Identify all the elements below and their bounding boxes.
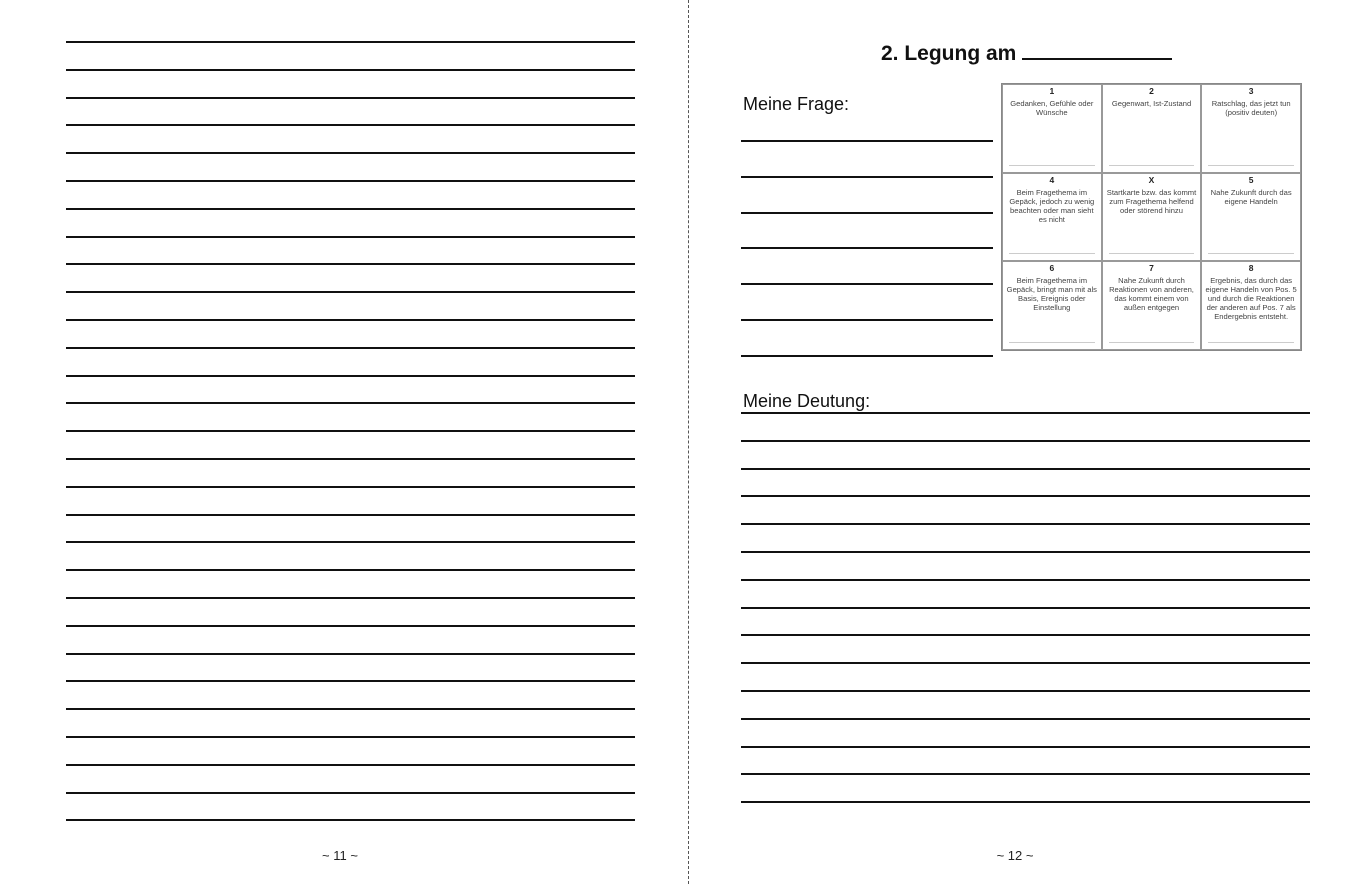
writing-line[interactable] [66, 680, 635, 682]
writing-line[interactable] [741, 634, 1310, 636]
page-divider [688, 0, 689, 884]
position-number: 6 [1049, 263, 1055, 274]
writing-line[interactable] [741, 283, 993, 285]
card-name-line[interactable] [1109, 253, 1195, 254]
card-name-line[interactable] [1009, 253, 1095, 254]
writing-line[interactable] [741, 247, 993, 249]
writing-line[interactable] [66, 180, 635, 182]
position-description: Gegenwart, Ist-Zustand [1111, 99, 1192, 108]
writing-line[interactable] [66, 152, 635, 154]
position-description: Nahe Zukunft durch Reaktionen von anderen, das kommt einem von außen entgegen [1109, 276, 1194, 313]
writing-line[interactable] [66, 97, 635, 99]
card-name-line[interactable] [1208, 253, 1294, 254]
writing-line[interactable] [66, 263, 635, 265]
spread-position-7 [1102, 261, 1202, 350]
writing-line[interactable] [66, 653, 635, 655]
writing-line[interactable] [741, 176, 993, 178]
position-number: X [1148, 174, 1155, 185]
position-description: Ratschlag, das jetzt tun (positiv deuten) [1211, 99, 1291, 117]
right-page [690, 0, 1372, 884]
writing-line[interactable] [741, 319, 993, 321]
position-description: Gedanken, Gefühle oder Wünsche [1010, 99, 1094, 117]
writing-line[interactable] [66, 124, 635, 126]
spread-position-4 [1002, 173, 1102, 262]
writing-line[interactable] [66, 236, 635, 238]
page-title [881, 40, 1172, 66]
title-text: 2. Legung am [881, 42, 1017, 65]
writing-line[interactable] [66, 514, 635, 516]
writing-line[interactable] [741, 440, 1310, 442]
page-number: ~ 11 ~ [322, 848, 358, 863]
position-number: 2 [1149, 86, 1154, 96]
spread-position-1 [1002, 84, 1102, 173]
spread-position-6 [1002, 261, 1102, 350]
writing-line[interactable] [66, 430, 635, 432]
position-description: Ergebnis, das durch das eigene Handeln von Pos. 5 und durch die Reaktionen der anderen auf Pos. 7 als Endergebnis entsteht. [1205, 276, 1297, 322]
writing-line[interactable] [66, 458, 635, 460]
writing-line[interactable] [741, 551, 1310, 553]
writing-line[interactable] [66, 402, 635, 404]
writing-line[interactable] [66, 319, 635, 321]
writing-line[interactable] [66, 764, 635, 766]
writing-line[interactable] [741, 495, 1310, 497]
writing-line[interactable] [741, 607, 1310, 609]
interpretation-label: Meine Deutung: [743, 391, 871, 411]
writing-line[interactable] [741, 662, 1310, 664]
position-number: 1 [1049, 86, 1055, 96]
position-description: Startkarte bzw. das kommt zum Fragethema helfend oder störend hinzu [1106, 187, 1197, 215]
writing-line[interactable] [741, 140, 993, 142]
position-description: Beim Fragethema im Gepäck, jedoch zu wenig beachten oder man sieht es nicht [1009, 187, 1095, 224]
writing-line[interactable] [741, 690, 1310, 692]
card-name-line[interactable] [1208, 342, 1294, 343]
card-spread-grid [1001, 83, 1302, 351]
spread-position-5 [1201, 173, 1301, 262]
writing-line[interactable] [66, 541, 635, 543]
writing-line[interactable] [741, 412, 1310, 414]
date-blank[interactable] [1022, 40, 1172, 60]
position-number: 5 [1248, 174, 1254, 185]
position-description: Beim Fragethema im Gepäck, bringt man mit als Basis, Ereignis oder Einstellung [1006, 276, 1097, 313]
question-label: Meine Frage: [743, 94, 850, 114]
spread-position-x [1102, 173, 1202, 262]
writing-line[interactable] [66, 375, 635, 377]
position-number: 8 [1248, 263, 1254, 274]
card-name-line[interactable] [1109, 342, 1195, 343]
writing-line[interactable] [66, 347, 635, 349]
writing-line[interactable] [741, 773, 1310, 775]
writing-line[interactable] [66, 41, 635, 43]
writing-line[interactable] [741, 355, 993, 357]
card-name-line[interactable] [1009, 165, 1095, 166]
position-description: Nahe Zukunft durch das eigene Handeln [1210, 187, 1292, 206]
writing-line[interactable] [66, 792, 635, 794]
writing-line[interactable] [741, 801, 1310, 803]
writing-line[interactable] [66, 736, 635, 738]
writing-line[interactable] [741, 718, 1310, 720]
writing-line[interactable] [66, 208, 635, 210]
writing-line[interactable] [66, 569, 635, 571]
writing-line[interactable] [66, 625, 635, 627]
spread-position-2 [1102, 84, 1202, 173]
writing-line[interactable] [741, 468, 1310, 470]
spread-position-3 [1201, 84, 1301, 173]
position-number: 3 [1248, 86, 1254, 96]
writing-line[interactable] [741, 579, 1310, 581]
writing-line[interactable] [66, 69, 635, 71]
writing-line[interactable] [66, 597, 635, 599]
position-number: 7 [1149, 263, 1154, 274]
writing-line[interactable] [66, 486, 635, 488]
card-name-line[interactable] [1109, 165, 1195, 166]
position-number: 4 [1049, 174, 1055, 185]
card-name-line[interactable] [1208, 165, 1294, 166]
spread-position-8 [1201, 261, 1301, 350]
card-name-line[interactable] [1009, 342, 1095, 343]
writing-line[interactable] [66, 708, 635, 710]
writing-line[interactable] [741, 746, 1310, 748]
page-number: ~ 12 ~ [996, 848, 1034, 863]
writing-line[interactable] [741, 523, 1310, 525]
writing-line[interactable] [741, 212, 993, 214]
writing-line[interactable] [66, 291, 635, 293]
writing-line[interactable] [66, 819, 635, 821]
